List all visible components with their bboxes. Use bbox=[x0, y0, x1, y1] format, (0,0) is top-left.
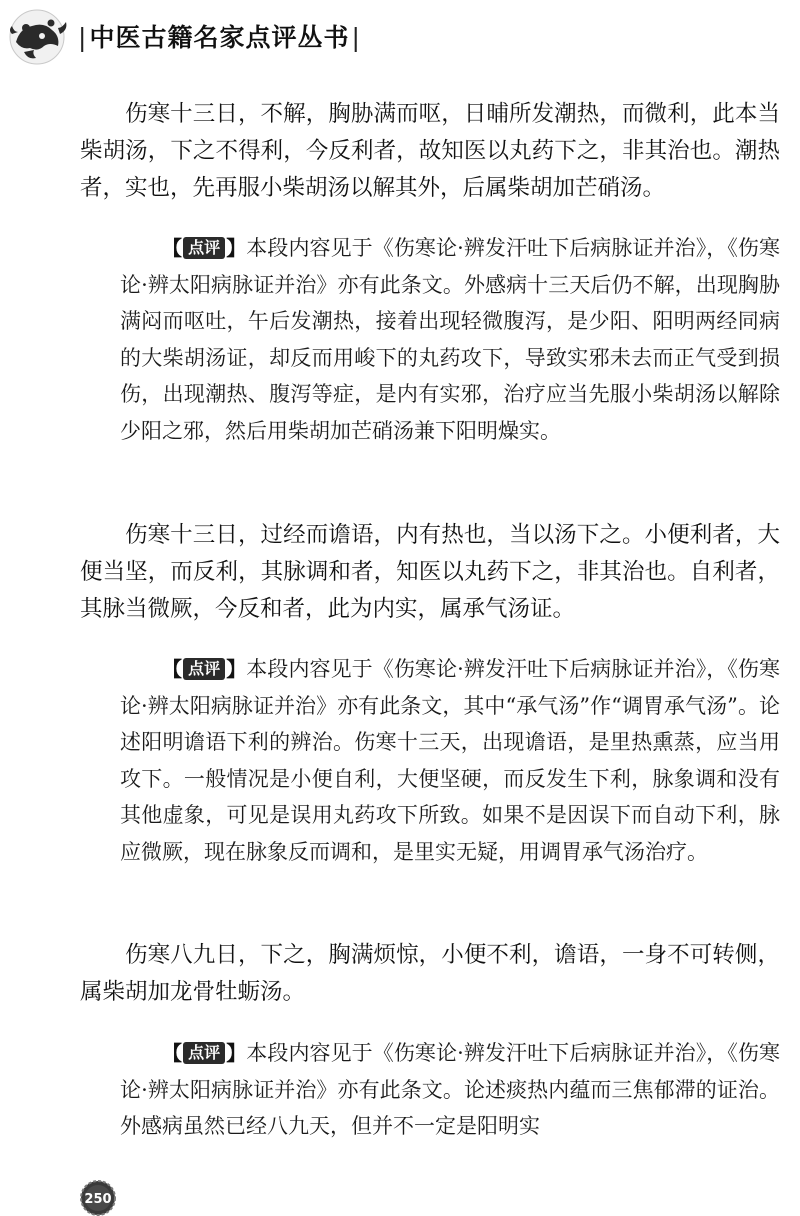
tag-bracket-close: 】 bbox=[226, 1041, 247, 1065]
tag-bracket-open: 【 bbox=[162, 657, 183, 681]
series-title-text: 中医古籍名家点评丛书 bbox=[89, 23, 350, 52]
commentary-paragraph bbox=[120, 1035, 780, 1145]
tag-bracket-open: 【 bbox=[162, 236, 183, 260]
commentary-paragraph bbox=[120, 230, 780, 449]
commentary-text: 本段内容见于《伤寒论·辨发汗吐下后病脉证并治》，《伤寒论·辨太阳病脉证并治》亦有此条文。论述痰热内蕴而三焦郁滞的证治。外感病虽然已经八九天，但并不一定是阳明实 bbox=[120, 1041, 781, 1138]
title-bar-right: | bbox=[351, 23, 361, 52]
commentary-tag-label: 点评 bbox=[183, 1042, 225, 1064]
page-number-badge bbox=[80, 1180, 116, 1216]
tag-bracket-open: 【 bbox=[162, 1041, 183, 1065]
original-text-paragraph: 伤寒八九日，下之，胸满烦惊，小便不利，谵语，一身不可转侧，属柴胡加龙骨牡蛎汤。 bbox=[80, 942, 780, 1005]
commentary-tag bbox=[162, 657, 246, 681]
commentary-text: 本段内容见于《伤寒论·辨发汗吐下后病脉证并治》，《伤寒论·辨太阳病脉证并治》亦有此条文，其中“承气汤”作“调胃承气汤”。论述阳明谵语下利的辨治。伤寒十三天，出现谵语，是里热熏蒸，应当用攻下。一般情况是小便自利，大便坚硬，而反发生下利，脉象调和没有其他虚象，可见是误用丸药攻下所致。如果不是因误下而自动下利，脉应微厥，现在脉象反而调和，是里实无疑，用调胃承气汤治疗。 bbox=[120, 657, 781, 864]
commentary-paragraph bbox=[120, 651, 780, 870]
series-title bbox=[76, 18, 363, 54]
page-number: 250 bbox=[84, 1192, 112, 1207]
page-header bbox=[0, 0, 800, 70]
original-text-paragraph: 伤寒十三日，不解，胸胁满而呕，日晡所发潮热，而微利，此本当柴胡汤，下之不得利，今反利者，故知医以丸药下之，非其治也。潮热者，实也，先再服小柴胡汤以解其外，后属柴胡加芒硝汤。 bbox=[80, 101, 780, 201]
commentary-tag-label: 点评 bbox=[183, 237, 225, 259]
commentary-text: 本段内容见于《伤寒论·辨发汗吐下后病脉证并治》，《伤寒论·辨太阳病脉证并治》亦有此条文。外感病十三天后仍不解，出现胸胁满闷而呕吐，午后发潮热，接着出现轻微腹泻，是少阳、阳明两经同病的大柴胡汤证，却反而用峻下的丸药攻下，导致实邪未去而正气受到损伤，出现潮热、腹泻等症，是内有实邪，治疗应当先服小柴胡汤以解除少阳之邪，然后用柴胡加芒硝汤兼下阳明燥实。 bbox=[120, 236, 781, 443]
title-bar-left: | bbox=[78, 23, 88, 52]
series-logo-emblem bbox=[4, 6, 74, 66]
commentary-tag-label: 点评 bbox=[183, 658, 225, 680]
tag-bracket-close: 】 bbox=[226, 657, 247, 681]
original-text-paragraph: 伤寒十三日，过经而谵语，内有热也，当以汤下之。小便利者，大便当坚，而反利，其脉调和者，知医以丸药下之，非其治也。自利者，其脉当微厥，今反和者，此为内实，属承气汤证。 bbox=[80, 522, 780, 622]
tag-bracket-close: 】 bbox=[226, 236, 247, 260]
commentary-tag bbox=[162, 1041, 246, 1065]
commentary-tag bbox=[162, 236, 246, 260]
